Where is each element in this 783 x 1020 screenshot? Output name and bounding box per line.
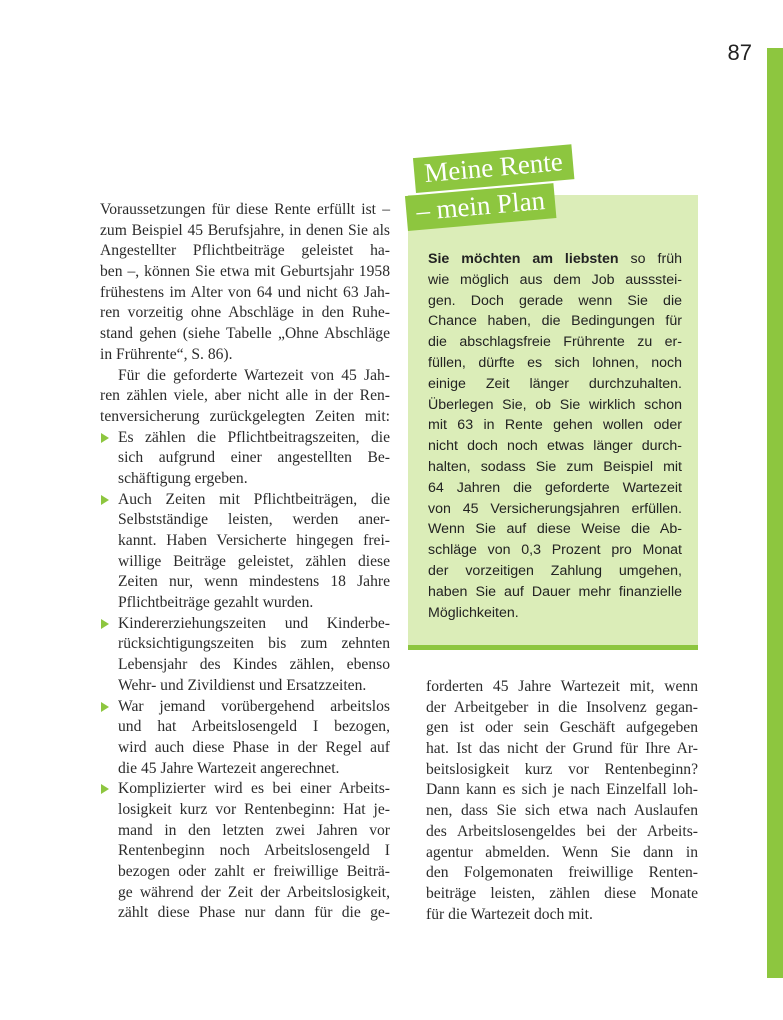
bullet-text: losigkeit kurz vor Rentenbeginn: Hat je- xyxy=(118,800,390,818)
text-line: Dann kann es sich je nach Einzelfall loh- xyxy=(426,781,698,799)
tip-box-line: der vorzeitigen Zahlung umgehen, xyxy=(428,562,682,579)
bullet-item xyxy=(100,428,390,490)
triangle-bullet-icon xyxy=(101,433,109,443)
tip-box-line: von 45 Versicherungsjahren erfüllen. xyxy=(428,500,682,517)
triangle-bullet-icon xyxy=(101,784,109,794)
tip-box-text xyxy=(428,249,682,623)
bullet-text: War jemand vorübergehend arbeitslos xyxy=(118,697,390,715)
text-line: Angestellter Pflichtbeiträge geleistet ha- xyxy=(100,242,390,260)
bullet-text: Zeiten nur, wenn mindestens 18 Jahre xyxy=(118,573,390,591)
bullet-text: die 45 Jahre Wartezeit angerechnet. xyxy=(118,759,340,777)
text-line: ben –, können Sie etwa mit Geburtsjahr 1958 xyxy=(100,263,390,281)
tip-box-line: so früh xyxy=(618,251,682,267)
text-line: beitslosigkeit kurz vor Rentenbeginn? xyxy=(426,760,698,778)
right-text-column xyxy=(426,677,698,925)
bullet-text: schäftigung ergeben. xyxy=(118,469,248,487)
text-line: beiträge leisten, zählen diese Monate xyxy=(426,884,698,902)
text-line: Voraussetzungen für diese Rente erfüllt ist – xyxy=(100,201,390,218)
text-line: tenversicherung zurückgelegten Zeiten mit: xyxy=(100,407,390,425)
tip-box-line: wie möglich aus dem Job aussstei- xyxy=(428,271,682,288)
bullet-text: Kindererziehungszeiten und Kinderbe- xyxy=(118,614,390,632)
text-line: nen, dass Sie sich etwa nach Auslaufen xyxy=(426,802,698,820)
tip-box-line: Überlegen Sie, ob Sie wirklich schon xyxy=(428,396,682,413)
tip-box-line: Chance haben, die Bedingungen für xyxy=(428,313,682,330)
triangle-bullet-icon xyxy=(101,702,109,712)
text-line: Für die geforderte Wartezeit von 45 Jah- xyxy=(118,366,390,384)
tip-box-bold-lead: Sie möchten am liebsten xyxy=(428,251,619,267)
tip-box-line: füllen, dürfte es sich lohnen, noch xyxy=(428,354,682,371)
bullet-item xyxy=(100,614,390,697)
text-line: gen ist oder sein Geschäft aufgegeben xyxy=(426,719,698,737)
bullet-text: Rentenbeginn noch Arbeitslosengeld I xyxy=(118,842,390,860)
bullet-text: sich aufgrund einer angestellten Be- xyxy=(118,449,390,467)
text-line: des Arbeitslosengeldes bei der Arbeits- xyxy=(426,822,698,840)
bullet-item xyxy=(100,697,390,780)
text-line: frühestens im Alter von 64 und nicht 63 Jah- xyxy=(100,283,390,301)
text-line: ren zählen viele, aber nicht alle in der Ren- xyxy=(100,387,390,405)
text-line: für die Wartezeit doch mit. xyxy=(426,905,593,923)
page-number: 87 xyxy=(727,40,752,65)
bullet-text: ge während der Zeit der Arbeitslosigkeit, xyxy=(118,883,390,901)
tip-box-title-line-2: – mein Plan xyxy=(405,183,556,231)
triangle-bullet-icon xyxy=(101,495,109,505)
bullet-text: zählt diese Phase nur dann für die ge- xyxy=(118,904,390,922)
text-line: hat. Ist das nicht der Grund für Ihre Ar- xyxy=(426,740,698,758)
side-color-bar xyxy=(767,48,783,978)
text-line: stand gehen (siehe Tabelle „Ohne Abschläge xyxy=(100,325,390,343)
bullet-text: willige Beiträge geleistet, zählen diese xyxy=(118,552,390,570)
bullet-item xyxy=(100,779,390,924)
bullet-text: Pflichtbeiträge gezahlt wurden. xyxy=(118,594,314,612)
bullet-text: rücksichtigungszeiten bis zum zehnten xyxy=(118,635,390,653)
bullet-text: wird auch diese Phase in der Regel auf xyxy=(118,738,390,756)
text-line: ren vorzeitig ohne Abschläge in den Ruhe- xyxy=(100,304,390,322)
bullet-text: Wehr- und Zivildienst und Ersatzzeiten. xyxy=(118,676,367,694)
tip-box-line: Möglichkeiten. xyxy=(428,604,519,621)
triangle-bullet-icon xyxy=(101,619,109,629)
tip-box-line: einige Zeit länger durchzuhalten. xyxy=(428,375,682,392)
tip-box-line: schläge von 0,3 Prozent pro Monat xyxy=(428,542,682,559)
tip-box-line: 64 Jahren die geforderte Wartezeit xyxy=(428,479,682,496)
text-line: in Frührente“, S. 86). xyxy=(100,345,233,363)
bullet-text: Es zählen die Pflichtbeitragszeiten, die xyxy=(118,428,390,446)
tip-box-line: haben Sie auf Dauer mehr finanzielle xyxy=(428,583,682,600)
tip-box-line: die abschlagsfreie Frührente zu er- xyxy=(428,334,682,351)
text-line: den Folgemonaten freiwillige Renten- xyxy=(426,864,698,882)
bullet-text: und hat Arbeitslosengeld I bezogen, xyxy=(118,718,390,736)
text-line: forderten 45 Jahre Wartezeit mit, wenn xyxy=(426,678,698,695)
tip-box-line: nicht doch noch etwas länger durch- xyxy=(428,438,682,455)
text-line: agentur abmelden. Wenn Sie dann in xyxy=(426,843,698,861)
bullet-text: Komplizierter wird es bei einer Arbeits- xyxy=(118,780,390,798)
bullet-list xyxy=(100,428,390,925)
text-line: der Arbeitgeber in die Insolvenz gegan- xyxy=(426,698,698,716)
bullet-text: Auch Zeiten mit Pflichtbeiträgen, die xyxy=(118,490,390,508)
tip-box-line: halten, sodass Sie zum Beispiel mit xyxy=(428,458,682,475)
tip-box-line: mit 63 in Rente gehen wollen oder xyxy=(428,417,682,434)
text-line: zum Beispiel 45 Berufsjahre, in denen Sie als xyxy=(100,221,390,239)
tip-box-line: Wenn Sie auf diese Weise die Ab- xyxy=(428,521,682,538)
bullet-text: Selbstständige leisten, werden aner- xyxy=(118,511,390,529)
bullet-text: bezogen oder zahlt er freiwillige Beiträ- xyxy=(118,863,390,880)
bullet-text: kannt. Haben Versicherte hingegen frei- xyxy=(118,532,390,549)
tip-box-line: gen. Doch gerade wenn Sie die xyxy=(428,292,682,309)
bullet-item xyxy=(100,490,390,614)
bullet-text: Lebensjahr des Kindes zählen, ebenso xyxy=(118,656,390,674)
bullet-text: mand in den letzten zwei Jahren vor xyxy=(118,821,390,839)
left-text-column xyxy=(100,200,390,924)
tip-box-title-line-1: Meine Rente xyxy=(413,144,574,193)
